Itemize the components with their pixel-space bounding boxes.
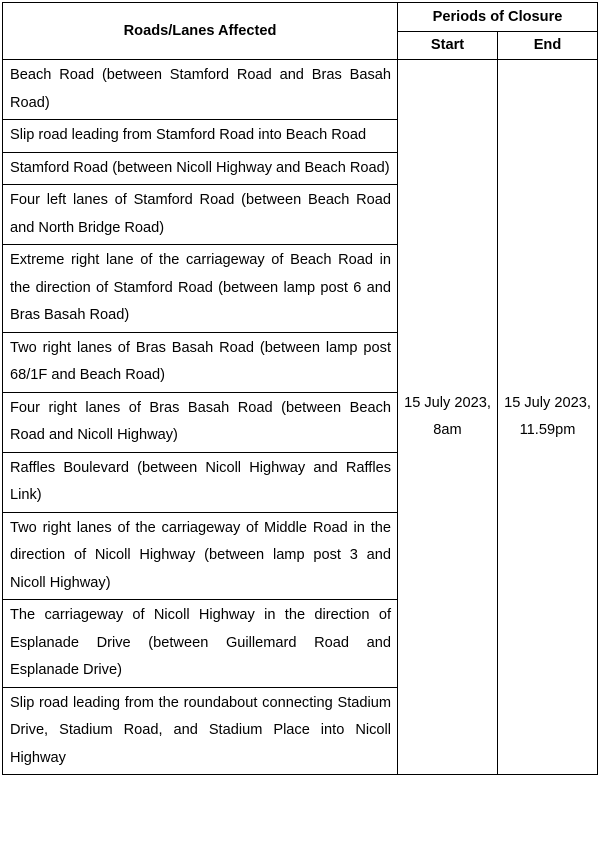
end-header: End: [498, 32, 598, 60]
header-row: [3, 3, 598, 32]
road-cell: Two right lanes of the carriageway of Middle Road in the direction of Nicoll Highway (between lamp post 3 and Nicoll Highway): [3, 512, 398, 600]
start-header: Start: [398, 32, 498, 60]
road-cell: Four right lanes of Bras Basah Road (between Beach Road and Nicoll Highway): [3, 392, 398, 452]
table-body: [3, 60, 598, 775]
road-cell: Slip road leading from Stamford Road into Beach Road: [3, 120, 398, 153]
table-row: [3, 60, 598, 120]
road-cell: Stamford Road (between Nicoll Highway and Beach Road): [3, 152, 398, 185]
road-closure-table: [2, 2, 598, 775]
start-date-cell: 15 July 2023, 8am: [398, 60, 498, 775]
road-cell: Four left lanes of Stamford Road (between Beach Road and North Bridge Road): [3, 185, 398, 245]
road-cell: Raffles Boulevard (between Nicoll Highway and Raffles Link): [3, 452, 398, 512]
road-cell: Beach Road (between Stamford Road and Bras Basah Road): [3, 60, 398, 120]
road-cell: Slip road leading from the roundabout connecting Stadium Drive, Stadium Road, and Stadium Place into Nicoll Highway: [3, 687, 398, 775]
roads-affected-header: Roads/Lanes Affected: [3, 3, 398, 60]
table-header: [3, 3, 598, 60]
road-cell: Extreme right lane of the carriageway of Beach Road in the direction of Stamford Road (between lamp post 6 and Bras Basah Road): [3, 245, 398, 333]
road-cell: The carriageway of Nicoll Highway in the direction of Esplanade Drive (between Guillemard Road and Esplanade Drive): [3, 600, 398, 688]
end-date-cell: 15 July 2023, 11.59pm: [498, 60, 598, 775]
road-cell: Two right lanes of Bras Basah Road (between lamp post 68/1F and Beach Road): [3, 332, 398, 392]
periods-of-closure-header: Periods of Closure: [398, 3, 598, 32]
